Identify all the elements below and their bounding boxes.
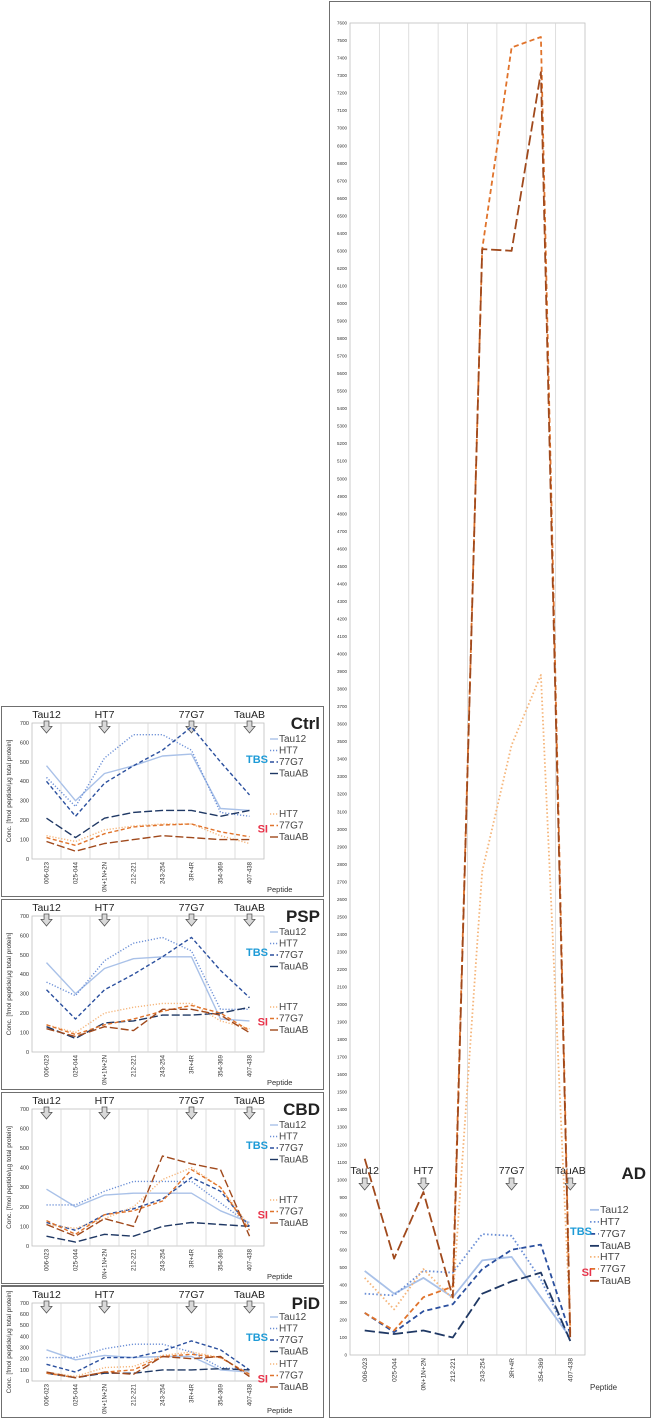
pid-y-tick-label: 700 [19, 1300, 29, 1307]
ad-y-tick-label: 5300 [336, 423, 347, 429]
ad-y-tick-label: 5100 [336, 458, 347, 464]
ctrl-legend-label-tbs-77g7: 77G7 [279, 757, 304, 768]
psp-legend-group-tbs: TBS [246, 947, 268, 960]
ad-y-tick-label: 5000 [336, 476, 347, 482]
ctrl-legend-label-tbs-tauab: TauAB [279, 768, 309, 780]
psp-legend-label-tbs-ht7: HT7 [279, 938, 298, 950]
ad-y-tick-label: 0 [344, 1352, 347, 1358]
pid-y-tick-label: 500 [19, 1323, 29, 1330]
psp-y-tick-label: 200 [19, 1011, 29, 1018]
chart-psp [2, 900, 325, 1091]
cbd-x-tick-label: 3R+4R [189, 1249, 196, 1268]
cbd-legend-label-tbs-ht7: HT7 [279, 1131, 298, 1143]
ad-y-tick-label: 6000 [336, 300, 347, 306]
ad-down-arrow-icon [359, 1178, 370, 1190]
cbd-legend-label-tbs-tau12: Tau12 [279, 1120, 307, 1131]
cbd-legend-group-si: SI [257, 1209, 268, 1222]
pid-x-axis-label: Peptide [267, 1406, 293, 1415]
ad-down-arrow-icon [418, 1178, 429, 1190]
cbd-y-axis-label: Conc. [fmol peptide/µg total protein] [6, 1126, 13, 1229]
ad-y-tick-label: 400 [339, 1282, 347, 1288]
ad-y-tick-label: 7200 [336, 90, 347, 96]
chart-cbd [2, 1093, 325, 1285]
ad-y-tick-label: 800 [339, 1212, 347, 1218]
ctrl-antibody-label-ht7: HT7 [94, 709, 115, 721]
ad-y-tick-label: 7400 [336, 55, 347, 61]
ad-antibody-label-77g7: 77G7 [498, 1165, 525, 1177]
ctrl-antibody-label-tau12: Tau12 [32, 709, 61, 721]
cbd-y-tick-label: 700 [19, 1106, 29, 1113]
cbd-x-tick-label: 407-438 [247, 1249, 254, 1272]
ad-x-tick-label: 407-438 [567, 1358, 575, 1382]
ad-y-tick-label: 7100 [336, 108, 347, 114]
ad-y-tick-label: 2700 [336, 879, 347, 885]
cbd-legend-label-si-tauab: TauAB [279, 1218, 309, 1229]
ad-down-arrow-icon [506, 1178, 517, 1190]
ad-y-tick-label: 2900 [336, 844, 347, 850]
psp-legend-label-tbs-tauab: TauAB [279, 961, 309, 973]
ctrl-x-tick-label: 0N+1N+2N [102, 862, 109, 893]
pid-y-axis-label: Conc. [fmol peptide/µg total protein] [6, 1290, 13, 1394]
ctrl-x-tick-label: 3R+4R [189, 862, 196, 881]
ad-x-axis-label: Peptide [590, 1383, 618, 1392]
cbd-legend-label-tbs-tauab: TauAB [279, 1154, 309, 1166]
cbd-legend-label-si-ht7: HT7 [279, 1195, 298, 1206]
cbd-antibody-label-77g7: 77G7 [178, 1095, 205, 1107]
psp-y-tick-label: 300 [19, 991, 29, 998]
ad-y-tick-label: 3900 [336, 669, 347, 675]
ad-y-tick-label: 4000 [336, 651, 347, 657]
ad-y-tick-label: 4500 [336, 563, 347, 569]
cbd-x-tick-label: 006-023 [44, 1249, 51, 1272]
psp-x-tick-label: 3R+4R [189, 1055, 196, 1074]
ad-y-tick-label: 6600 [336, 195, 347, 201]
ad-antibody-label-tau12: Tau12 [350, 1165, 379, 1177]
ad-y-tick-label: 6200 [336, 265, 347, 271]
ad-y-tick-label: 2300 [336, 949, 347, 955]
cbd-y-tick-label: 600 [19, 1126, 29, 1133]
psp-legend-label-si-77g7: 77G7 [279, 1013, 304, 1025]
psp-x-tick-label: 354-369 [218, 1055, 225, 1078]
pid-y-tick-label: 300 [19, 1345, 29, 1352]
ad-y-tick-label: 1900 [336, 1019, 347, 1025]
psp-antibody-label-ht7: HT7 [94, 902, 115, 914]
psp-y-tick-label: 400 [19, 972, 29, 979]
ad-antibody-label-tauab: TauAB [554, 1165, 586, 1177]
ad-y-tick-label: 3100 [336, 809, 347, 815]
psp-x-tick-label: 025-044 [73, 1055, 80, 1078]
cbd-antibody-label-ht7: HT7 [94, 1095, 115, 1107]
ad-y-tick-label: 600 [339, 1247, 347, 1253]
cbd-x-tick-label: 212-221 [131, 1249, 138, 1272]
psp-legend-label-tbs-77g7: 77G7 [279, 950, 304, 961]
ctrl-legend-group-tbs: TBS [246, 754, 268, 767]
pid-legend-label-si-tauab: TauAB [279, 1382, 309, 1393]
psp-y-tick-label: 500 [19, 952, 29, 959]
ad-y-tick-label: 2400 [336, 931, 347, 937]
psp-y-tick-label: 600 [19, 933, 29, 940]
pid-y-tick-label: 100 [19, 1367, 29, 1374]
ctrl-y-tick-label: 500 [19, 759, 29, 766]
ad-legend-label-tbs-77g7: 77G7 [600, 1228, 626, 1240]
ad-y-tick-label: 700 [339, 1229, 347, 1235]
ad-x-tick-label: 212-221 [450, 1358, 458, 1382]
pid-y-tick-label: 200 [19, 1356, 29, 1363]
ad-y-tick-label: 7600 [336, 20, 347, 26]
ad-y-tick-label: 1000 [336, 1177, 347, 1183]
ctrl-y-tick-label: 300 [19, 798, 29, 805]
panel-ad [329, 1, 651, 1418]
psp-legend-label-si-tauab: TauAB [279, 1025, 309, 1036]
pid-x-tick-label: 006-023 [44, 1384, 51, 1407]
ad-y-tick-label: 4300 [336, 598, 347, 604]
pid-legend-label-si-77g7: 77G7 [279, 1370, 304, 1382]
ctrl-x-tick-label: 354-369 [218, 862, 225, 885]
ctrl-legend-label-si-ht7: HT7 [279, 809, 298, 820]
pid-y-tick-label: 600 [19, 1312, 29, 1319]
ad-y-tick-label: 2000 [336, 1002, 347, 1008]
pid-legend-label-si-ht7: HT7 [279, 1359, 298, 1370]
ad-legend-group-si: SI [581, 1266, 592, 1279]
psp-legend-label-tbs-tau12: Tau12 [279, 927, 307, 938]
cbd-antibody-label-tauab: TauAB [234, 1095, 265, 1107]
panel-psp [1, 899, 324, 1090]
pid-antibody-label-tauab: TauAB [234, 1289, 265, 1301]
ad-y-tick-label: 3200 [336, 791, 347, 797]
pid-x-tick-label: 354-369 [218, 1384, 225, 1407]
ad-y-tick-label: 7300 [336, 73, 347, 79]
ad-legend-label-tbs-tauab: TauAB [600, 1240, 631, 1252]
ad-y-tick-label: 2800 [336, 861, 347, 867]
ad-y-tick-label: 2100 [336, 984, 347, 990]
psp-x-tick-label: 243-254 [160, 1055, 167, 1078]
cbd-y-tick-label: 400 [19, 1165, 29, 1172]
pid-antibody-label-77g7: 77G7 [178, 1289, 205, 1301]
ad-y-tick-label: 3000 [336, 826, 347, 832]
ctrl-antibody-label-77g7: 77G7 [178, 709, 205, 721]
ad-y-tick-label: 5700 [336, 353, 347, 359]
pid-legend-label-tbs-tau12: Tau12 [279, 1312, 307, 1323]
ad-y-tick-label: 1800 [336, 1037, 347, 1043]
ctrl-x-tick-label: 407-438 [247, 862, 254, 885]
psp-x-tick-label: 006-023 [44, 1055, 51, 1078]
cbd-chart-title: CBD [283, 1100, 320, 1119]
pid-x-tick-label: 0N+1N+2N [102, 1384, 109, 1415]
ad-chart-title: AD [621, 1164, 646, 1183]
ctrl-y-tick-label: 700 [19, 720, 29, 727]
ad-y-tick-label: 4100 [336, 633, 347, 639]
ad-y-tick-label: 1300 [336, 1124, 347, 1130]
cbd-x-tick-label: 243-254 [160, 1249, 167, 1272]
ad-y-tick-label: 6400 [336, 230, 347, 236]
psp-x-axis-label: Peptide [267, 1078, 293, 1087]
cbd-y-tick-label: 300 [19, 1185, 29, 1192]
ctrl-y-axis-label: Conc. [fmol peptide/µg total protein] [6, 739, 13, 843]
chart-ad [330, 2, 652, 1419]
ad-y-tick-label: 3400 [336, 756, 347, 762]
ad-x-tick-label: 243-254 [479, 1358, 487, 1382]
psp-chart-title: PSP [285, 907, 320, 926]
pid-x-tick-label: 243-254 [160, 1384, 167, 1407]
pid-chart-title: PiD [291, 1294, 320, 1313]
ad-y-tick-label: 6900 [336, 143, 347, 149]
ad-x-tick-label: 006-023 [361, 1358, 369, 1382]
ctrl-x-tick-label: 025-044 [73, 862, 80, 885]
ctrl-x-axis-label: Peptide [267, 885, 293, 894]
ad-y-tick-label: 5800 [336, 336, 347, 342]
ctrl-y-tick-label: 0 [25, 856, 29, 863]
pid-legend-group-si: SI [257, 1373, 268, 1386]
psp-legend-group-si: SI [257, 1016, 268, 1029]
ctrl-legend-label-si-tauab: TauAB [279, 832, 309, 843]
ad-y-tick-label: 4800 [336, 511, 347, 517]
ctrl-legend-group-si: SI [257, 823, 268, 836]
cbd-legend-group-tbs: TBS [246, 1140, 268, 1153]
psp-antibody-label-tauab: TauAB [234, 902, 265, 914]
ad-y-tick-label: 5900 [336, 318, 347, 324]
cbd-y-tick-label: 200 [19, 1204, 29, 1211]
ad-y-tick-label: 6800 [336, 160, 347, 166]
psp-y-tick-label: 100 [19, 1030, 29, 1037]
pid-legend-label-tbs-tauab: TauAB [279, 1346, 309, 1358]
pid-x-tick-label: 407-438 [247, 1384, 254, 1407]
ad-y-tick-label: 4200 [336, 616, 347, 622]
ad-legend-label-tbs-tau12: Tau12 [600, 1204, 629, 1216]
ad-y-tick-label: 5400 [336, 406, 347, 412]
ctrl-x-tick-label: 243-254 [160, 862, 167, 885]
ad-y-tick-label: 5600 [336, 371, 347, 377]
ad-y-tick-label: 6700 [336, 178, 347, 184]
ad-y-tick-label: 1100 [337, 1159, 347, 1165]
cbd-x-tick-label: 025-044 [73, 1249, 80, 1272]
ad-y-tick-label: 3700 [336, 704, 347, 710]
ctrl-x-tick-label: 212-221 [131, 862, 138, 885]
ctrl-legend-label-si-77g7: 77G7 [279, 820, 304, 832]
ctrl-antibody-label-tauab: TauAB [234, 709, 265, 721]
ctrl-y-tick-label: 100 [19, 837, 29, 844]
cbd-antibody-label-tau12: Tau12 [32, 1095, 61, 1107]
ad-legend-label-si-tauab: TauAB [600, 1275, 631, 1287]
pid-x-tick-label: 025-044 [73, 1384, 80, 1407]
pid-y-tick-label: 400 [19, 1334, 29, 1341]
ad-y-tick-label: 1400 [336, 1107, 347, 1113]
pid-antibody-label-tau12: Tau12 [32, 1289, 61, 1301]
ad-y-tick-label: 5200 [336, 441, 347, 447]
ad-y-tick-label: 1200 [336, 1142, 347, 1148]
ad-y-tick-label: 500 [339, 1264, 347, 1270]
psp-x-tick-label: 0N+1N+2N [102, 1055, 109, 1086]
ctrl-legend-label-tbs-ht7: HT7 [279, 745, 298, 757]
cbd-x-tick-label: 354-369 [218, 1249, 225, 1272]
ad-x-tick-label: 354-369 [538, 1358, 546, 1382]
ad-y-tick-label: 4900 [336, 493, 347, 499]
ad-y-tick-label: 4600 [336, 546, 347, 552]
panel-ctrl [1, 706, 324, 897]
ad-legend-label-si-ht7: HT7 [600, 1251, 620, 1263]
psp-antibody-label-tau12: Tau12 [32, 902, 61, 914]
ctrl-legend-label-tbs-tau12: Tau12 [279, 734, 307, 745]
ad-antibody-label-ht7: HT7 [413, 1165, 434, 1177]
pid-legend-label-tbs-ht7: HT7 [279, 1323, 298, 1335]
ad-y-tick-label: 6500 [336, 213, 347, 219]
panel-pid-full [1, 1286, 324, 1418]
pid-x-tick-label: 3R+4R [189, 1384, 196, 1403]
ad-x-tick-label: 025-044 [391, 1358, 399, 1382]
psp-y-axis-label: Conc. [fmol peptide/µg total protein] [6, 932, 13, 1036]
ctrl-y-tick-label: 400 [19, 779, 29, 786]
ad-y-tick-label: 900 [339, 1194, 347, 1200]
ad-y-tick-label: 4700 [336, 528, 347, 534]
pid-antibody-label-ht7: HT7 [94, 1289, 115, 1301]
chart-pid-full [2, 1287, 325, 1419]
cbd-x-tick-label: 0N+1N+2N [102, 1249, 109, 1280]
psp-x-tick-label: 212-221 [131, 1055, 138, 1078]
psp-antibody-label-77g7: 77G7 [178, 902, 205, 914]
ad-legend-group-tbs: TBS [570, 1225, 592, 1238]
ad-y-tick-label: 100 [339, 1335, 347, 1341]
ad-legend-label-tbs-ht7: HT7 [600, 1216, 620, 1228]
chart-ctrl [2, 707, 325, 898]
psp-legend-label-si-ht7: HT7 [279, 1002, 298, 1013]
ad-y-tick-label: 7000 [336, 125, 347, 131]
ad-y-tick-label: 4400 [336, 581, 347, 587]
ad-y-tick-label: 2500 [336, 914, 347, 920]
pid-x-tick-label: 212-221 [131, 1384, 138, 1407]
ctrl-y-tick-label: 600 [19, 740, 29, 747]
ad-legend-label-si-77g7: 77G7 [600, 1263, 626, 1275]
ad-y-tick-label: 3300 [336, 774, 347, 780]
cbd-x-axis-label: Peptide [267, 1272, 293, 1281]
ad-y-tick-label: 3800 [336, 686, 347, 692]
ad-y-tick-label: 2600 [336, 896, 347, 902]
cbd-legend-label-si-77g7: 77G7 [279, 1206, 304, 1218]
ctrl-x-tick-label: 006-023 [44, 862, 51, 885]
pid-y-tick-label: 0 [25, 1378, 29, 1385]
ad-y-tick-label: 3500 [336, 739, 347, 745]
cbd-legend-label-tbs-77g7: 77G7 [279, 1143, 304, 1154]
ad-y-tick-label: 5500 [336, 388, 347, 394]
ctrl-y-tick-label: 200 [19, 818, 29, 825]
ad-y-tick-label: 6100 [336, 283, 347, 289]
cbd-y-tick-label: 500 [19, 1146, 29, 1153]
cbd-y-tick-label: 100 [19, 1224, 29, 1231]
psp-y-tick-label: 0 [25, 1049, 29, 1056]
ad-y-tick-label: 3600 [336, 721, 347, 727]
ad-y-tick-label: 300 [339, 1299, 347, 1305]
ad-y-tick-label: 200 [339, 1317, 347, 1323]
ctrl-chart-title: Ctrl [290, 714, 320, 733]
ad-y-tick-label: 2200 [336, 966, 347, 972]
ad-y-tick-label: 1500 [336, 1089, 347, 1095]
ad-x-tick-label: 0N+1N+2N [420, 1358, 428, 1391]
ad-y-tick-label: 7500 [336, 38, 347, 44]
panel-cbd [1, 1092, 324, 1284]
ad-y-tick-label: 1600 [336, 1072, 347, 1078]
pid-legend-label-tbs-77g7: 77G7 [279, 1335, 304, 1346]
ad-x-tick-label: 3R+4R [508, 1358, 516, 1379]
ad-y-tick-label: 1700 [336, 1054, 347, 1060]
psp-x-tick-label: 407-438 [247, 1055, 254, 1078]
psp-y-tick-label: 700 [19, 913, 29, 920]
cbd-y-tick-label: 0 [25, 1243, 29, 1250]
pid-legend-group-tbs: TBS [246, 1332, 268, 1345]
ad-y-tick-label: 6300 [336, 248, 347, 254]
